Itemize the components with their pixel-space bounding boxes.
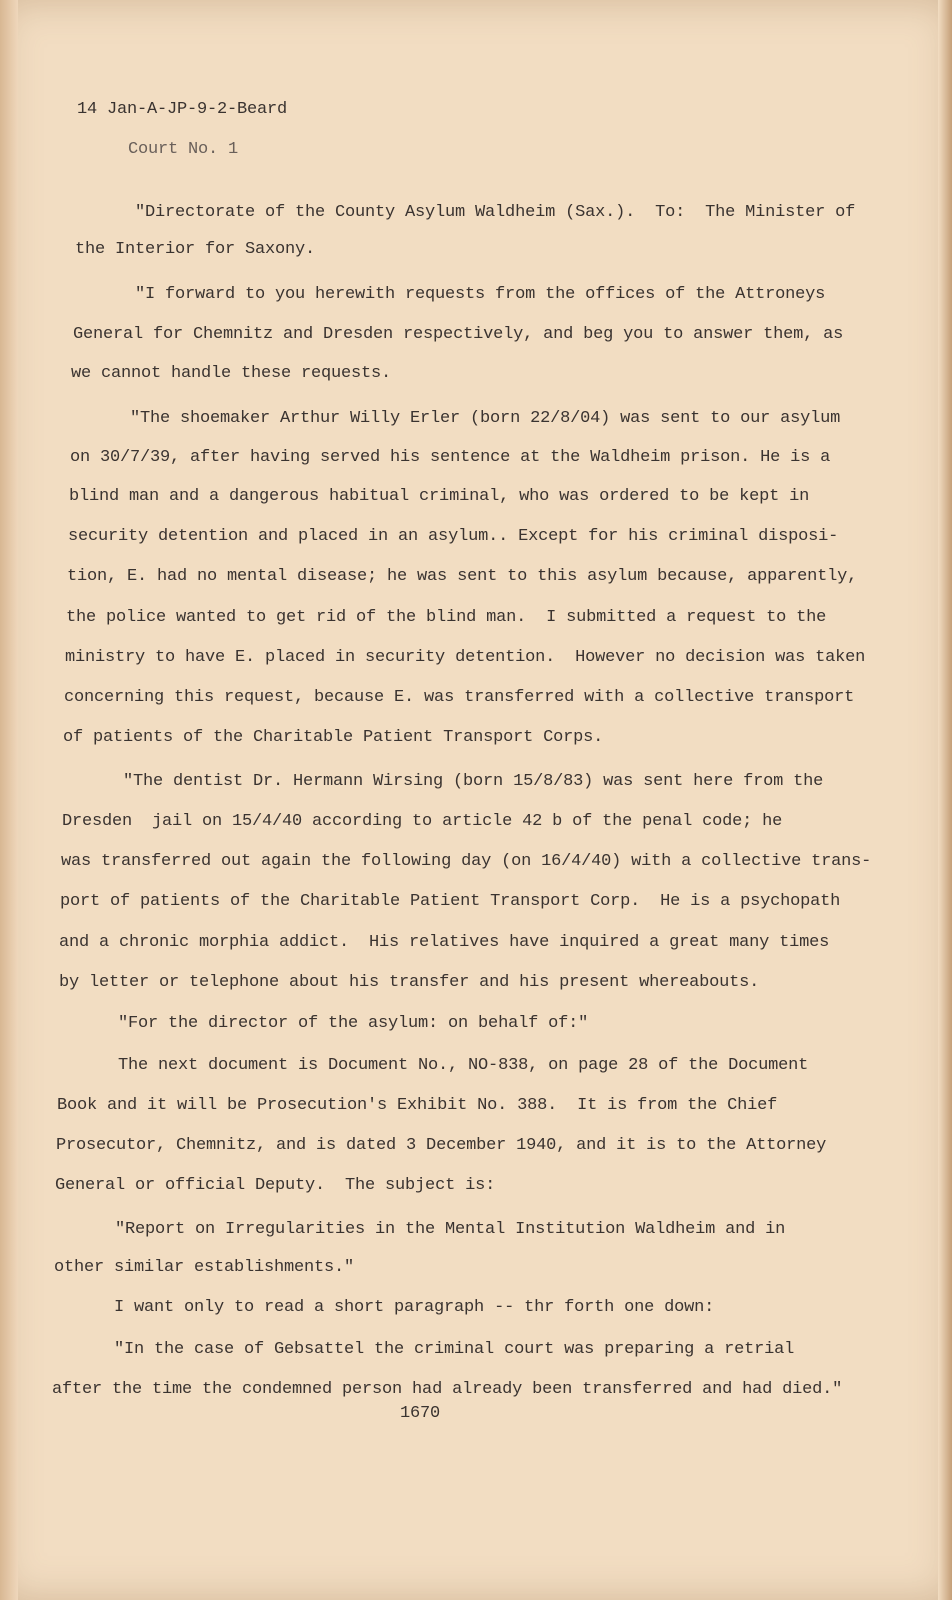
text-line: General for Chemnitz and Dresden respectively, and beg you to answer them, as bbox=[73, 325, 844, 344]
text-line: by letter or telephone about his transfer and his present whereabouts. bbox=[59, 973, 760, 992]
text-line: General or official Deputy. The subject is: bbox=[55, 1176, 496, 1195]
text-line: I want only to read a short paragraph -- thr forth one down: bbox=[114, 1298, 715, 1317]
text-line: "Directorate of the County Asylum Waldheim (Sax.). To: The Minister of bbox=[135, 203, 856, 222]
page-binding-edge bbox=[0, 0, 18, 1600]
document-reference: 14 Jan-A-JP-9-2-Beard bbox=[77, 100, 288, 119]
text-line: the Interior for Saxony. bbox=[75, 240, 316, 259]
text-line: other similar establishments." bbox=[54, 1258, 355, 1277]
page-number: 1670 bbox=[400, 1404, 441, 1423]
text-line: ministry to have E. placed in security detention. However no decision was taken bbox=[65, 648, 866, 667]
text-line: blind man and a dangerous habitual criminal, who was ordered to be kept in bbox=[69, 487, 810, 506]
court-number: Court No. 1 bbox=[128, 140, 239, 159]
text-line: "In the case of Gebsattel the criminal court was preparing a retrial bbox=[114, 1340, 795, 1359]
text-line: after the time the condemned person had already been transferred and had died." bbox=[52, 1380, 843, 1399]
text-line: "The shoemaker Arthur Willy Erler (born 22/8/04) was sent to our asylum bbox=[130, 409, 841, 428]
text-line: port of patients of the Charitable Patient Transport Corp. He is a psychopath bbox=[60, 892, 841, 911]
text-line: "I forward to you herewith requests from the offices of the Attroneys bbox=[135, 285, 826, 304]
text-line: on 30/7/39, after having served his sentence at the Waldheim prison. He is a bbox=[70, 448, 831, 467]
text-line: security detention and placed in an asylum.. Except for his criminal disposi- bbox=[68, 527, 839, 546]
text-line: concerning this request, because E. was transferred with a collective transport bbox=[64, 688, 855, 707]
text-line: tion, E. had no mental disease; he was sent to this asylum because, apparently, bbox=[67, 567, 858, 586]
text-line: of patients of the Charitable Patient Transport Corps. bbox=[63, 728, 604, 747]
text-line: Prosecutor, Chemnitz, and is dated 3 December 1940, and it is to the Attorney bbox=[56, 1136, 827, 1155]
text-line: Book and it will be Prosecution's Exhibit No. 388. It is from the Chief bbox=[57, 1096, 778, 1115]
text-line: "For the director of the asylum: on behalf of:" bbox=[118, 1014, 589, 1033]
text-line: the police wanted to get rid of the blind man. I submitted a request to the bbox=[66, 608, 827, 627]
text-line: The next document is Document No., NO-838, on page 28 of the Document bbox=[118, 1056, 809, 1075]
text-line: "The dentist Dr. Hermann Wirsing (born 15/8/83) was sent here from the bbox=[123, 772, 824, 791]
text-line: "Report on Irregularities in the Mental Institution Waldheim and in bbox=[115, 1220, 786, 1239]
text-line: Dresden jail on 15/4/40 according to article 42 b of the penal code; he bbox=[62, 812, 783, 831]
text-line: and a chronic morphia addict. His relatives have inquired a great many times bbox=[59, 933, 830, 952]
page-right-edge bbox=[938, 0, 952, 1600]
text-line: we cannot handle these requests. bbox=[71, 364, 392, 383]
text-line: was transferred out again the following day (on 16/4/40) with a collective trans- bbox=[61, 852, 872, 871]
